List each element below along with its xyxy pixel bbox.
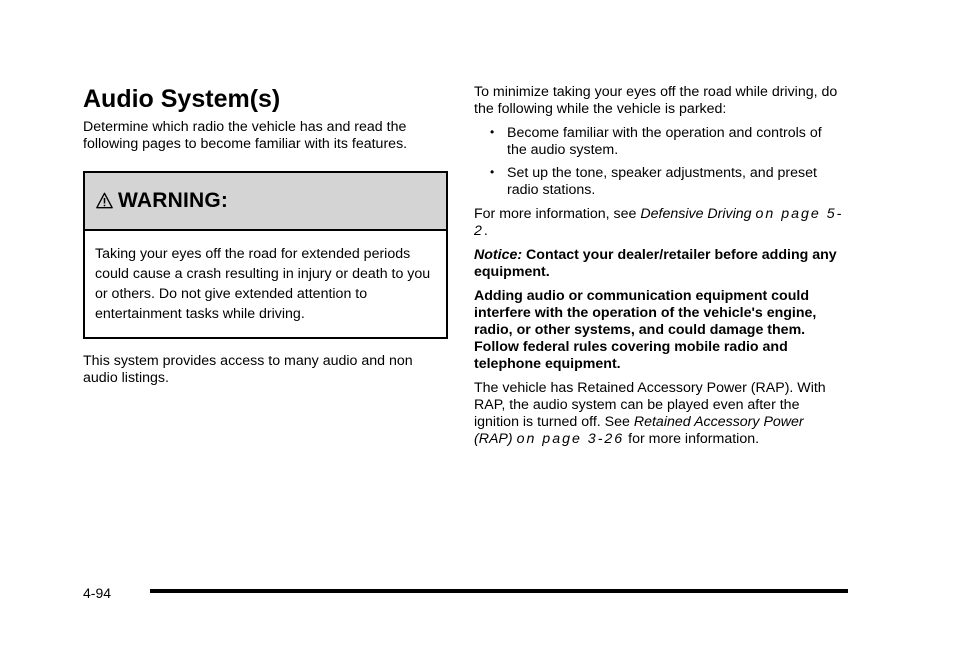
page-title: Audio System(s) — [83, 85, 281, 113]
list-item: • Become familiar with the operation and controls of the audio system. — [490, 125, 822, 158]
notice-text: Contact your dealer/retailer before adding any equipment. — [474, 247, 837, 280]
warning-triangle-icon — [96, 192, 113, 209]
warning-text: Taking your eyes off the road for extended periods could cause a crash resulting in injury or death to you or others. Do not give extended attention to entertainment tasks while driving. — [95, 246, 431, 322]
left-column — [83, 84, 448, 387]
intro-paragraph: Determine which radio the vehicle has and read the following pages to become familiar with its features. — [83, 119, 408, 152]
bullet-icon: • — [490, 125, 495, 139]
rap-paragraph: The vehicle has Retained Accessory Power (RAP). With RAP, the audio system can be played even after the ignition is turned off. See Retained Accessory Power (RAP) on page 3-26 for more information. — [474, 380, 826, 447]
warning-heading: WARNING: — [118, 189, 229, 212]
notice-label: Notice: — [474, 247, 523, 263]
right-column — [474, 84, 844, 448]
more-info-paragraph: For more information, see Defensive Driving on page 5-2. — [474, 206, 844, 239]
minimize-paragraph: To minimize taking your eyes off the road while driving, do the following while the vehicle is parked: — [474, 84, 838, 117]
system-access-paragraph: This system provides access to many audio and non audio listings. — [83, 353, 413, 386]
defensive-driving-link[interactable]: Defensive Driving — [640, 206, 752, 222]
rap-link[interactable]: Retained Accessory Power (RAP) — [474, 414, 804, 447]
notice-paragraph — [474, 247, 844, 281]
page-ref-5-2[interactable]: on page 5-2 — [474, 206, 844, 239]
warning-box — [83, 171, 448, 339]
list-item: • Set up the tone, speaker adjustments, and preset radio stations. — [490, 165, 817, 198]
footer-rule — [150, 589, 848, 593]
bullet-list — [474, 125, 844, 199]
page-number: 4-94 — [83, 585, 112, 601]
warning-body — [85, 231, 446, 337]
warning-header — [85, 173, 446, 231]
adding-equipment-paragraph: Adding audio or communication equipment could interfere with the operation of the vehicle's engine, radio, or other systems, and could damage them. Follow federal rules covering mobile radio and telephone equipment. — [474, 288, 817, 372]
page-ref-3-26[interactable]: on page 3-26 — [516, 431, 625, 447]
bullet-icon: • — [490, 165, 495, 179]
